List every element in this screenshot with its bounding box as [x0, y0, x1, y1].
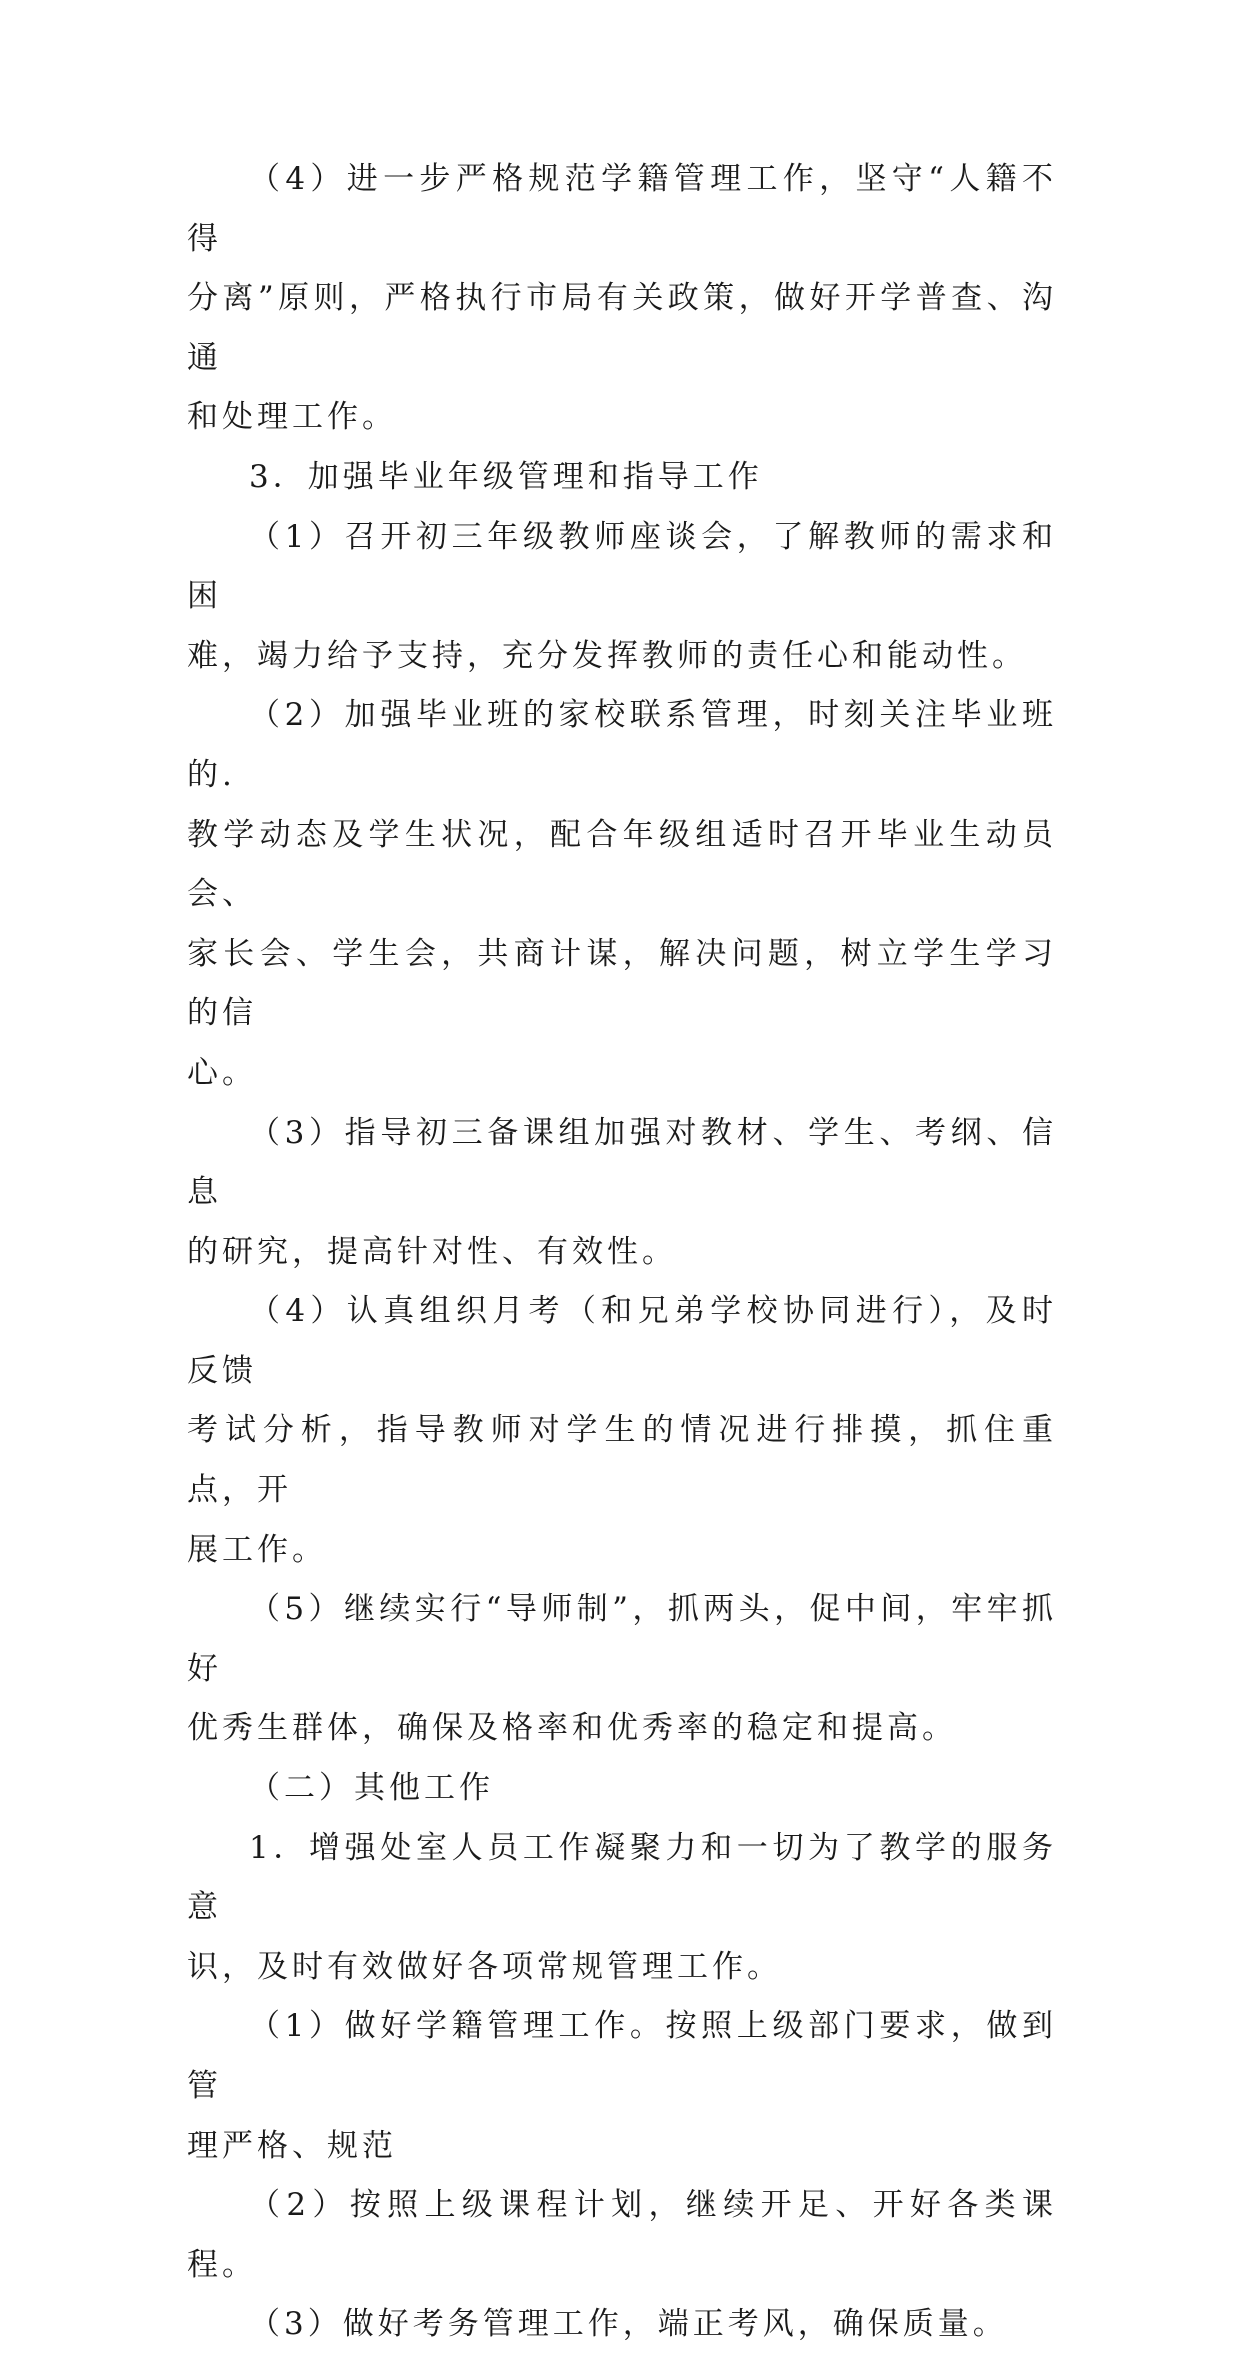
paragraph-5-mentor-system: （5）继续实行“导师制”，抓两头，促中间，牢牢抓好 优秀生群体，确保及格率和优秀率的稳定和提高。 [187, 1591, 1057, 1747]
paragraph-2-curriculum: （2）按照上级课程计划，继续开足、开好各类课程。 [187, 2187, 1057, 2283]
paragraph-2-home-school-contact: （2）加强毕业班的家校联系管理，时刻关注毕业班的. 教学动态及学生状况，配合年级组适时召开毕业生动员会、 家长会、学生会，共商计谋，解决问题，树立学生学习的信 心。 [187, 697, 1057, 1091]
paragraph-3-lesson-prep-guidance: （3）指导初三备课组加强对教材、学生、考纲、信息 的研究，提高针对性、有效性。 [187, 1114, 1057, 1270]
document-body [187, 150, 1057, 2355]
heading-service-awareness: 1．增强处室人员工作凝聚力和一切为了教学的服务意 识，及时有效做好各项常规管理工作。 [187, 1829, 1057, 1985]
paragraph-1-registration-management: （1）做好学籍管理工作。按照上级部门要求，做到管 理严格、规范 [187, 2008, 1057, 2164]
paragraph-4-student-registration: （4）进一步严格规范学籍管理工作，坚守“人籍不得 分离”原则，严格执行市局有关政策，做好开学普查、沟通 和处理工作。 [187, 161, 1057, 436]
heading-other-work: （二）其他工作 [249, 1770, 494, 1807]
paragraph-1-teacher-forum: （1）召开初三年级教师座谈会，了解教师的需求和困 难，竭力给予支持，充分发挥教师的责任心和能动性。 [187, 518, 1057, 674]
paragraph-4-monthly-exam: （4）认真组织月考（和兄弟学校协同进行），及时反馈 考试分析，指导教师对学生的情况进行排摸，抓住重点，开 展工作。 [187, 1293, 1057, 1568]
paragraph-3-exam-affairs: （3）做好考务管理工作，端正考风，确保质量。 [249, 2306, 1008, 2343]
heading-graduating-grade: 3．加强毕业年级管理和指导工作 [249, 458, 763, 495]
